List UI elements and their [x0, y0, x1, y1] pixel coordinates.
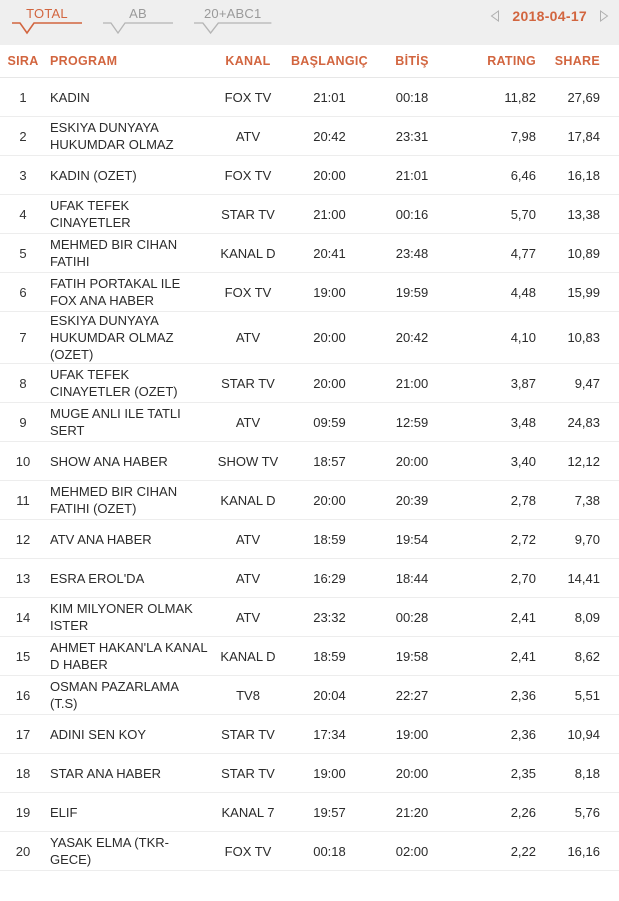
row-starttime: 20:00: [313, 492, 346, 508]
row-endtime: 19:58: [395, 648, 429, 664]
row-program: ESKIYA DUNYAYA HUKUMDAR OLMAZ (OZET): [50, 313, 174, 362]
table-row[interactable]: [0, 676, 619, 715]
row-channel: ATV: [235, 570, 261, 586]
row-rank: 11: [16, 492, 30, 508]
row-rank: 1: [19, 89, 27, 105]
row-program: ATV ANA HABER: [50, 531, 152, 547]
row-rank: 5: [19, 245, 27, 261]
row-channel: STAR TV: [221, 375, 275, 391]
row-program: STAR ANA HABER: [50, 765, 162, 781]
row-endtime: 20:39: [395, 492, 429, 508]
column-header-rating[interactable]: RATING: [487, 54, 536, 68]
row-channel: STAR TV: [221, 206, 275, 222]
row-program: MEHMED BIR CIHAN FATIHI: [50, 237, 178, 269]
row-program: FATIH PORTAKAL ILE FOX ANA HABER: [50, 276, 181, 308]
row-starttime: 20:42: [313, 128, 346, 144]
row-share: 16,18: [567, 167, 600, 183]
row-channel: ATV: [235, 531, 261, 547]
row-share: 17,84: [567, 128, 600, 144]
row-rating: 6,46: [510, 167, 536, 183]
row-channel: SHOW TV: [217, 453, 279, 469]
row-rating: 4,10: [510, 330, 536, 345]
row-channel: STAR TV: [221, 765, 275, 781]
tab-total-label: TOTAL: [26, 6, 68, 21]
row-program: UFAK TEFEK CINAYETLER: [50, 198, 131, 230]
row-endtime: 00:28: [395, 609, 429, 625]
row-rating: 2,36: [510, 687, 536, 703]
row-share: 15,99: [567, 284, 600, 300]
row-endtime: 22:27: [395, 687, 429, 703]
table-row[interactable]: [0, 364, 619, 403]
row-program: OSMAN PAZARLAMA (T.S): [50, 679, 179, 711]
table-row[interactable]: [0, 273, 619, 312]
row-starttime: 19:00: [313, 284, 346, 300]
row-share: 10,89: [567, 245, 600, 261]
column-header-share[interactable]: SHARE: [554, 54, 600, 68]
row-share: 8,62: [574, 648, 600, 664]
row-rating: 2,35: [510, 765, 536, 781]
row-rating: 4,77: [510, 245, 536, 261]
row-channel: FOX TV: [224, 89, 272, 105]
row-rating: 4,48: [510, 284, 536, 300]
row-channel: FOX TV: [224, 167, 272, 183]
row-starttime: 21:00: [313, 206, 346, 222]
row-starttime: 19:00: [313, 765, 346, 781]
chevron-right-icon[interactable]: [597, 9, 611, 23]
date-navigator: [488, 8, 611, 24]
row-share: 14,41: [567, 570, 600, 586]
row-starttime: 20:00: [313, 330, 346, 345]
row-starttime: 20:41: [313, 245, 346, 261]
row-starttime: 18:59: [313, 531, 346, 547]
row-rank: 9: [19, 414, 27, 430]
row-starttime: 00:18: [313, 843, 346, 859]
row-program: KADIN: [50, 89, 90, 105]
row-rank: 14: [15, 609, 31, 625]
row-starttime: 17:34: [313, 726, 346, 742]
row-rating: 2,70: [510, 570, 536, 586]
row-rating: 7,98: [510, 128, 536, 144]
row-rating: 5,70: [510, 206, 536, 222]
table-row[interactable]: [0, 715, 619, 754]
row-endtime: 18:44: [395, 570, 429, 586]
row-share: 10,94: [567, 726, 600, 742]
row-channel: KANAL D: [220, 245, 276, 261]
row-program: KIM MILYONER OLMAK ISTER: [50, 601, 193, 633]
row-rating: 2,78: [510, 492, 536, 508]
row-rating: 3,40: [510, 453, 536, 469]
row-endtime: 00:16: [395, 206, 429, 222]
table-row[interactable]: [0, 793, 619, 832]
row-channel: FOX TV: [224, 284, 272, 300]
tab-ab[interactable]: [99, 4, 177, 35]
tab-ab-label: AB: [129, 6, 147, 21]
row-rating: 2,26: [510, 804, 536, 820]
row-rating: 3,87: [510, 375, 536, 391]
row-rank: 15: [15, 648, 31, 664]
row-channel: KANAL D: [220, 492, 276, 508]
table-row[interactable]: [0, 234, 619, 273]
row-starttime: 18:59: [313, 648, 346, 664]
row-rating: 2,41: [510, 648, 536, 664]
row-share: 12,12: [567, 453, 600, 469]
table-header-row: [0, 45, 619, 78]
current-date: 2018-04-17: [512, 8, 587, 24]
row-channel: KANAL D: [220, 648, 276, 664]
row-endtime: 20:42: [395, 330, 429, 345]
row-program: ESRA EROL'DA: [50, 570, 145, 586]
row-channel: ATV: [235, 609, 261, 625]
tab-ab-indicator: [103, 22, 173, 35]
row-channel: FOX TV: [224, 843, 272, 859]
table-row[interactable]: [0, 117, 619, 156]
row-channel: TV8: [236, 687, 260, 703]
tab-total-indicator: [12, 22, 82, 35]
row-rank: 20: [15, 843, 31, 859]
row-rating: 2,36: [510, 726, 536, 742]
column-header-bitis[interactable]: BİTİŞ: [395, 54, 429, 68]
row-program: ELIF: [50, 804, 78, 820]
row-endtime: 19:54: [395, 531, 429, 547]
row-rank: 7: [19, 330, 27, 345]
row-endtime: 23:31: [395, 128, 429, 144]
row-share: 13,38: [567, 206, 600, 222]
row-rank: 10: [15, 453, 31, 469]
table-body: [0, 78, 619, 871]
row-rating: 2,41: [510, 609, 536, 625]
tab-20-abc1[interactable]: [190, 4, 275, 35]
ratings-table: [0, 45, 619, 871]
column-header-program[interactable]: PROGRAM: [50, 54, 118, 68]
row-rank: 19: [15, 804, 31, 820]
table-row[interactable]: [0, 195, 619, 234]
row-share: 10,83: [567, 330, 600, 345]
row-share: 9,70: [574, 531, 600, 547]
row-program: KADIN (OZET): [50, 167, 137, 183]
row-endtime: 21:00: [395, 375, 429, 391]
table-row[interactable]: [0, 832, 619, 871]
row-share: 16,16: [567, 843, 600, 859]
table-row[interactable]: [0, 481, 619, 520]
row-program: MEHMED BIR CIHAN FATIHI (OZET): [50, 484, 178, 516]
row-starttime: 09:59: [313, 414, 346, 430]
table-row[interactable]: [0, 442, 619, 481]
row-share: 7,38: [574, 492, 600, 508]
row-rating: 3,48: [510, 414, 536, 430]
column-header-kanal[interactable]: KANAL: [225, 54, 271, 68]
row-rank: 13: [15, 570, 31, 586]
table-row[interactable]: [0, 156, 619, 195]
table-row[interactable]: [0, 312, 619, 364]
row-endtime: 00:18: [395, 89, 429, 105]
row-rank: 6: [19, 284, 27, 300]
row-rating: 2,72: [510, 531, 536, 547]
row-rank: 4: [19, 206, 27, 222]
row-rank: 2: [19, 128, 27, 144]
table-row[interactable]: [0, 637, 619, 676]
row-program: MUGE ANLI ILE TATLI SERT: [50, 406, 181, 438]
table-row[interactable]: [0, 754, 619, 793]
row-starttime: 20:00: [313, 375, 346, 391]
row-starttime: 20:00: [313, 167, 346, 183]
row-channel: ATV: [235, 128, 261, 144]
row-program: ESKIYA DUNYAYA HUKUMDAR OLMAZ: [50, 120, 174, 152]
row-share: 8,09: [574, 609, 600, 625]
row-channel: ATV: [235, 414, 261, 430]
row-share: 8,18: [574, 765, 600, 781]
row-program: ADINI SEN KOY: [50, 726, 147, 742]
row-rank: 16: [15, 687, 31, 703]
row-starttime: 18:57: [313, 453, 346, 469]
row-share: 24,83: [567, 414, 600, 430]
table-row[interactable]: [0, 559, 619, 598]
row-program: AHMET HAKAN'LA KANAL D HABER: [50, 640, 208, 672]
chevron-left-icon[interactable]: [488, 9, 502, 23]
row-rating: 2,22: [510, 843, 536, 859]
row-starttime: 19:57: [313, 804, 346, 820]
row-endtime: 19:00: [395, 726, 429, 742]
row-endtime: 21:01: [395, 167, 429, 183]
column-header-sira[interactable]: SIRA: [7, 54, 39, 68]
row-share: 5,76: [574, 804, 600, 820]
row-channel: ATV: [235, 330, 261, 345]
table-row[interactable]: [0, 520, 619, 559]
row-starttime: 20:04: [313, 687, 346, 703]
audience-tab-bar: [0, 0, 288, 35]
row-share: 5,51: [574, 687, 600, 703]
row-starttime: 16:29: [313, 570, 346, 586]
row-endtime: 21:20: [395, 804, 429, 820]
row-starttime: 21:01: [313, 89, 346, 105]
row-endtime: 19:59: [395, 284, 429, 300]
row-rating: 11,82: [504, 89, 536, 105]
row-rank: 17: [15, 726, 31, 742]
row-program: UFAK TEFEK CINAYETLER (OZET): [50, 367, 178, 399]
tab-20-abc1-indicator: [194, 22, 271, 35]
row-program: YASAK ELMA (TKR-GECE): [50, 835, 169, 867]
table-row[interactable]: [0, 598, 619, 637]
row-starttime: 23:32: [313, 609, 346, 625]
row-rank: 12: [15, 531, 31, 547]
tab-20-abc1-label: 20+ABC1: [204, 6, 262, 21]
row-endtime: 20:00: [395, 765, 429, 781]
row-rank: 8: [19, 375, 27, 391]
column-header-baslangic[interactable]: BAŞLANGIÇ: [290, 54, 368, 68]
row-rank: 3: [19, 167, 27, 183]
row-endtime: 23:48: [395, 245, 429, 261]
row-channel: KANAL 7: [221, 804, 275, 820]
table-row[interactable]: [0, 78, 619, 117]
row-endtime: 12:59: [395, 414, 429, 430]
row-share: 27,69: [567, 89, 600, 105]
row-share: 9,47: [574, 375, 600, 391]
row-program: SHOW ANA HABER: [50, 453, 168, 469]
row-rank: 18: [15, 765, 31, 781]
tab-total[interactable]: [8, 4, 86, 35]
row-endtime: 20:00: [395, 453, 429, 469]
topbar: [0, 0, 619, 45]
row-endtime: 02:00: [395, 843, 429, 859]
table-row[interactable]: [0, 403, 619, 442]
row-channel: STAR TV: [221, 726, 275, 742]
